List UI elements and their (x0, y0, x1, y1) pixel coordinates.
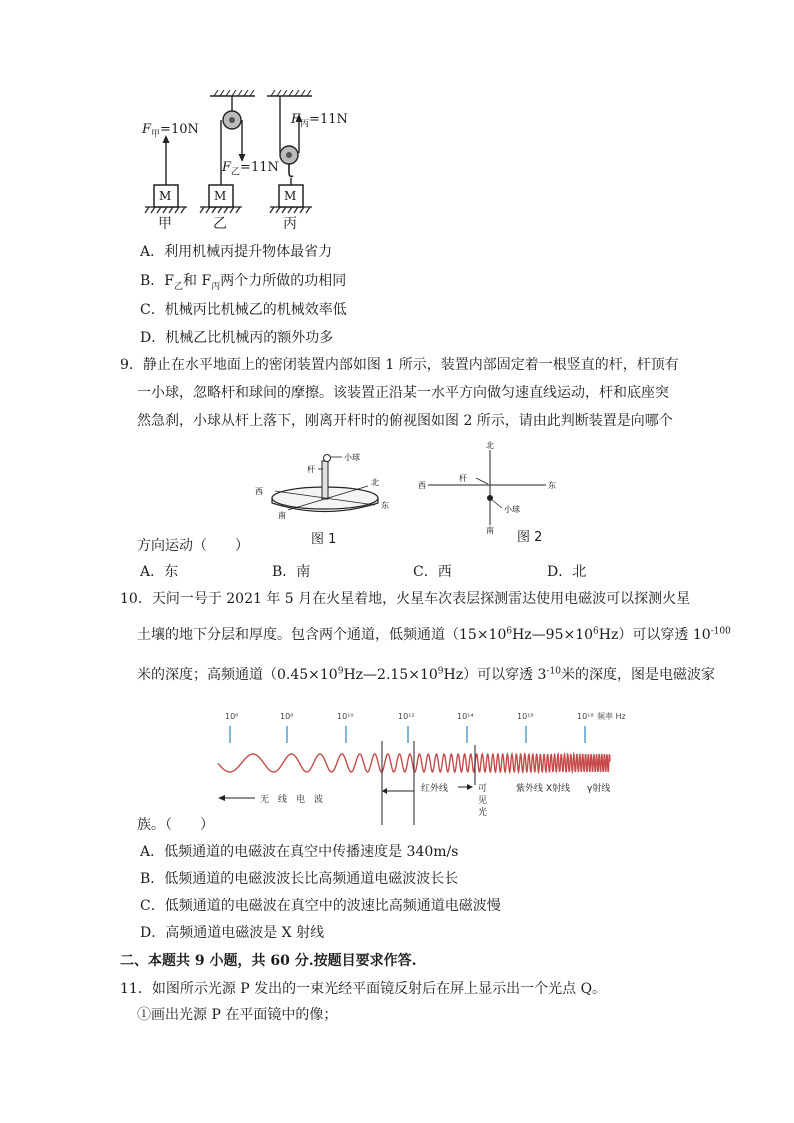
q9-option-b: B．南 (272, 564, 311, 580)
q10-line-2: 土壤的地下分层和厚度。包含两个通道，低频通道$(15\times 10^6Hz—95\times 10^6Hz)$可以穿透 $10^{-100}$ (137, 626, 731, 643)
fig2-east-label: 东 (548, 481, 556, 490)
q9-line-1: 9．静止在水平地面上的密闭装置内部如图 1 所示，装置内部固定着一根竖直的杆，杆顶有 (120, 357, 679, 373)
q9-line-2: 一小球，忽略杆和球间的摩擦。该装置正沿某一水平方向做匀速直线运动，杆和底座突 (137, 385, 669, 401)
q10-option-a: A．低频通道的电磁波在真空中传播速度是 340m/s (140, 844, 459, 860)
block-label-jia: M (159, 189, 172, 203)
q8-option-b: B．$F_乙$和 $F_丙$两个力所做的功相同 (140, 273, 347, 292)
force-jia-label: $F_甲=10N$ (142, 122, 199, 140)
q9-option-a: A．东 (140, 564, 179, 580)
q9-option-d: D．北 (547, 564, 587, 580)
force-bing-label: $F_丙=11N$ (291, 112, 348, 130)
fig2-north-label: 北 (486, 441, 494, 450)
visible-label-2: 见 (478, 796, 488, 806)
block-label-bing: M (284, 189, 297, 203)
radio-wave-label: 无 线 电 波 (260, 795, 324, 805)
q8-option-c: C．机械丙比机械乙的机械效率低 (140, 302, 347, 318)
fig2-west-label: 西 (418, 481, 426, 490)
xray-label: X射线 (546, 784, 571, 794)
fig2-south-label: 南 (486, 526, 494, 535)
q8-option-d: D．机械乙比机械丙的额外功多 (140, 330, 334, 346)
freq-unit-label: 频率 Hz (597, 712, 626, 721)
q9-line-4: 方向运动（ ） (137, 538, 249, 554)
q10-line-4: 族。（ ） (137, 817, 214, 833)
q9-figure-1 (250, 448, 400, 528)
gamma-label: γ射线 (587, 784, 611, 794)
infrared-label: 红外线 (421, 784, 449, 794)
q11-line-2: ①画出光源 P 在平面镜中的像； (137, 1007, 338, 1023)
tick-label: 10¹⁴ (457, 712, 474, 721)
q9-line-3: 然急刹，小球从杆上落下，刚离开杆时的俯视图如图 2 所示，请由此判断装置是向哪个 (137, 413, 673, 429)
fig1-rod-label: 杆 (307, 465, 315, 474)
caption-jia: 甲 (158, 216, 172, 232)
q11-line-1: 11．如图所示光源 P 发出的一束光经平面镜反射后在屏上显示出一个光点 Q。 (120, 981, 607, 997)
fig2-caption: 图 2 (517, 530, 543, 545)
tick-label: 10¹² (398, 712, 415, 721)
tick-label: 10⁸ (280, 712, 294, 721)
fig1-south-label: 南 (278, 511, 286, 520)
uv-label: 紫外线 (516, 784, 544, 794)
force-yi-label: $F_乙=11N$ (222, 160, 279, 178)
caption-yi: 乙 (213, 216, 227, 232)
tick-label: 10¹⁰ (337, 712, 354, 721)
visible-label-1: 可 (478, 784, 488, 794)
q8-option-a: A．利用机械丙提升物体最省力 (140, 244, 333, 260)
caption-bing: 丙 (283, 216, 297, 232)
tick-label: 10¹⁸ (577, 712, 594, 721)
fig2-rod-label: 杆 (459, 474, 467, 483)
q10-line-1: 10．天问一号于 2021 年 5 月在火星着地，火星车次表层探测雷达使用电磁波可以探测火星 (120, 591, 691, 607)
fig1-north-label: 北 (371, 478, 379, 487)
visible-label-3: 光 (478, 808, 488, 818)
q10-option-b: B．低频通道的电磁波波长比高频通道电磁波波长长 (140, 871, 459, 887)
fig1-west-label: 西 (255, 487, 263, 496)
fig2-ball-label: 小球 (504, 505, 520, 514)
q10-option-d: D．高频通道电磁波是 X 射线 (140, 925, 325, 941)
em-spectrum-figure (215, 703, 627, 825)
tick-label: 10¹⁶ (517, 712, 534, 721)
tick-label: 10⁶ (225, 712, 239, 721)
q9-option-c: C．西 (413, 564, 452, 580)
q10-option-c: C．低频通道的电磁波在真空中的波速比高频通道电磁波慢 (140, 898, 501, 914)
section-2-heading: 二、本题共 9 小题，共 60 分.按题目要求作答. (120, 953, 417, 969)
q10-line-3: 米的深度；高频通道$(0.45\times 10^9Hz—2.15\times 10^9Hz)$可以穿透 $3^{-10}$米的深度，图是电磁波家 (137, 666, 715, 683)
fig1-caption: 图 1 (311, 532, 337, 547)
fig1-ball-label: 小球 (344, 453, 360, 462)
q9-figure-2 (418, 440, 568, 535)
block-label-yi: M (214, 189, 227, 203)
fig1-east-label: 东 (381, 501, 389, 510)
